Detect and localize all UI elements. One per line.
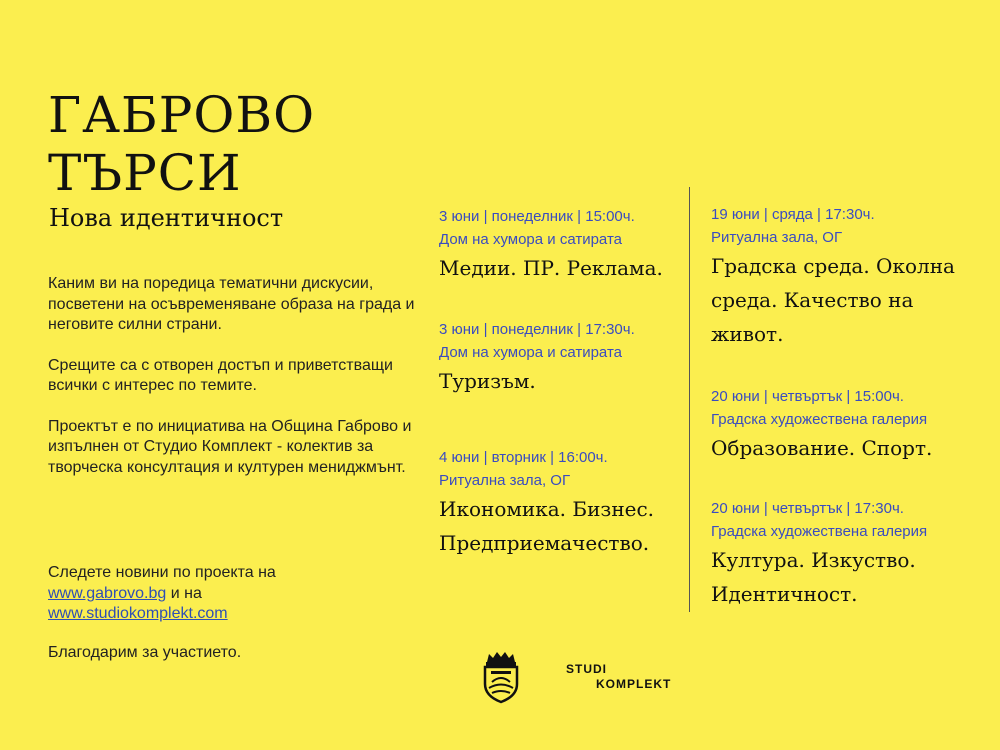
studio-logo-line-1: STUDI	[566, 662, 607, 676]
event-date: 20 юни | четвъртък | 17:30ч.	[711, 500, 904, 517]
event-item	[711, 203, 981, 351]
event-item	[711, 497, 981, 611]
studiokomplekt-link[interactable]: www.studiokomplekt.com	[48, 605, 228, 622]
event-item	[711, 385, 981, 465]
follow-and: и на	[166, 584, 202, 602]
title-line-2: ТЪРСИ	[48, 144, 242, 202]
event-topic: Туризъм.	[439, 369, 536, 393]
event-venue: Ритуална зала, ОГ	[711, 229, 843, 246]
event-date: 20 юни | четвъртък | 15:00ч.	[711, 388, 904, 405]
intro-text	[48, 274, 418, 498]
column-divider	[689, 187, 690, 612]
event-item	[439, 446, 679, 560]
event-date: 4 юни | вторник | 16:00ч.	[439, 449, 608, 466]
event-venue: Градска художествена галерия	[711, 411, 928, 428]
studio-logo-line-2: KOMPLEKT	[596, 677, 672, 691]
event-topic: Култура. Изкуство. Идентичност.	[711, 548, 916, 606]
thanks-text: Благодарим за участието.	[48, 644, 242, 661]
event-item	[439, 318, 679, 398]
event-item	[439, 205, 679, 285]
event-topic: Образование. Спорт.	[711, 436, 933, 460]
page-subtitle: Нова идентичност	[49, 204, 284, 232]
gabrovo-link[interactable]: www.gabrovo.bg	[48, 584, 167, 602]
event-venue: Дом на хумора и сатирата	[439, 231, 622, 248]
follow-section	[48, 563, 418, 625]
event-date: 3 юни | понеделник | 17:30ч.	[439, 321, 635, 338]
intro-paragraph-3: Проектът е по инициатива на Община Габрово и изпълнен от Студио Комплект - колектив за творческа консултация и културен мениджмънт.	[48, 417, 412, 476]
intro-paragraph-1: Каним ви на поредица тематични дискусии, посветени на осъвременяване образа на града и неговите силни страни.	[48, 275, 415, 333]
event-topic: Медии. ПР. Реклама.	[439, 256, 663, 280]
follow-text: Следете новини по проекта на	[48, 564, 276, 581]
event-venue: Градска художествена галерия	[711, 523, 928, 540]
intro-paragraph-2: Срещите са с отворен достъп и приветстващи всички с интерес по темите.	[48, 356, 393, 394]
event-venue: Ритуална зала, ОГ	[439, 472, 571, 489]
title-line-1: ГАБРОВО	[48, 86, 316, 144]
studio-komplekt-logo	[566, 662, 671, 692]
event-topic: Икономика. Бизнес. Предприемачество.	[439, 497, 655, 555]
gabrovo-crest-icon	[480, 648, 522, 704]
event-date: 3 юни | понеделник | 15:00ч.	[439, 208, 635, 225]
event-venue: Дом на хумора и сатирата	[439, 344, 622, 361]
page-title	[48, 86, 315, 202]
event-date: 19 юни | сряда | 17:30ч.	[711, 206, 875, 223]
event-topic: Градска среда. Околна среда. Качество на живот.	[711, 254, 955, 346]
